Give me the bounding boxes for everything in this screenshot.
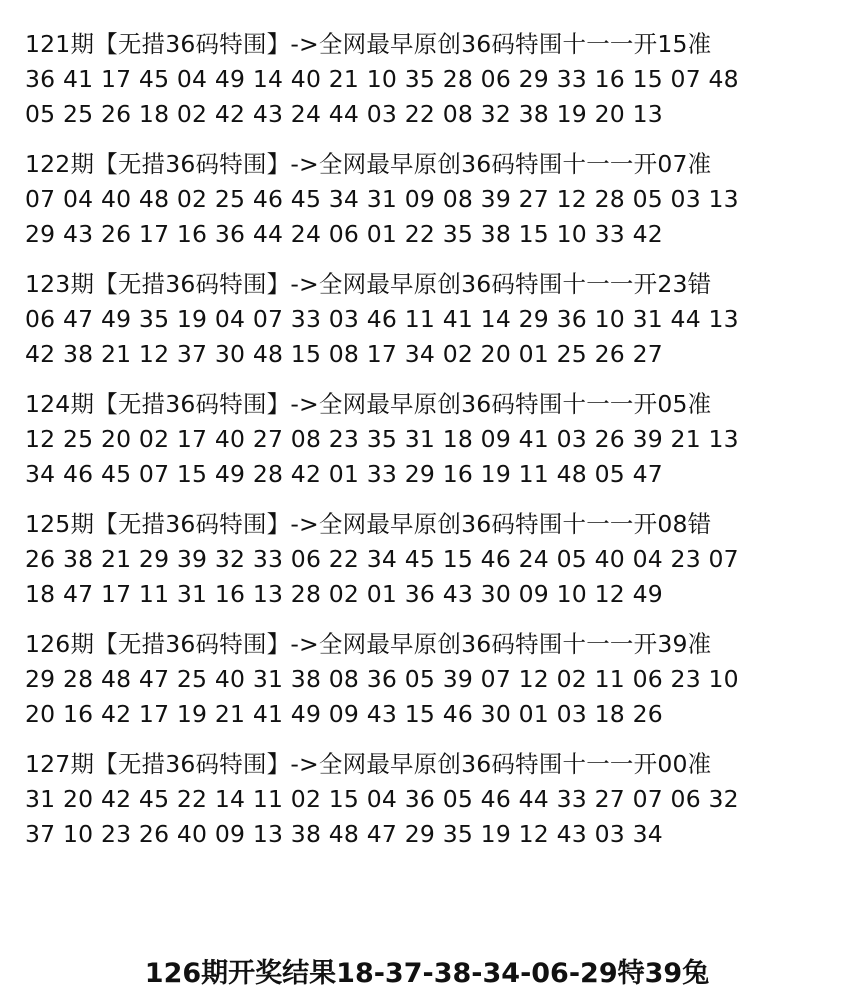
entry-header: 122期【无措36码特围】->全网最早原创36码特围十一一开07准 — [25, 150, 712, 178]
entry-header: 123期【无措36码特围】->全网最早原创36码特围十一一开23错 — [25, 270, 712, 298]
entry-numbers-row-2: 42 38 21 12 37 30 48 15 08 17 34 02 20 01 25 26 27 — [25, 340, 663, 368]
entry-numbers-row-1: 29 28 48 47 25 40 31 38 08 36 05 39 07 12 02 11 06 23 10 — [25, 665, 739, 693]
entry-126 — [25, 627, 825, 732]
entry-numbers-row-2: 05 25 26 18 02 42 43 24 44 03 22 08 32 38 19 20 13 — [25, 100, 663, 128]
entry-numbers-row-1: 36 41 17 45 04 49 14 40 21 10 35 28 06 29 33 16 15 07 48 — [25, 65, 739, 93]
entry-124 — [25, 387, 825, 492]
entry-numbers-row-2: 18 47 17 11 31 16 13 28 02 01 36 43 30 09 10 12 49 — [25, 580, 663, 608]
entry-header: 127期【无措36码特围】->全网最早原创36码特围十一一开00准 — [25, 750, 712, 778]
entry-header: 125期【无措36码特围】->全网最早原创36码特围十一一开08错 — [25, 510, 712, 538]
entry-header: 126期【无措36码特围】->全网最早原创36码特围十一一开39准 — [25, 630, 712, 658]
entry-122 — [25, 147, 825, 252]
entry-121 — [25, 27, 825, 132]
entry-numbers-row-1: 26 38 21 29 39 32 33 06 22 34 45 15 46 24 05 40 04 23 07 — [25, 545, 739, 573]
entry-numbers-row-1: 31 20 42 45 22 14 11 02 15 04 36 05 46 44 33 27 07 06 32 — [25, 785, 739, 813]
entry-header: 124期【无措36码特围】->全网最早原创36码特围十一一开05准 — [25, 390, 712, 418]
entry-123 — [25, 267, 825, 372]
entry-numbers-row-2: 29 43 26 17 16 36 44 24 06 01 22 35 38 15 10 33 42 — [25, 220, 663, 248]
prediction-list — [25, 27, 825, 867]
draw-result-footer: 126期开奖结果18-37-38-34-06-29特39兔 — [144, 958, 710, 989]
entry-numbers-row-2: 37 10 23 26 40 09 13 38 48 47 29 35 19 12 43 03 34 — [25, 820, 663, 848]
entry-127 — [25, 747, 825, 852]
entry-numbers-row-2: 20 16 42 17 19 21 41 49 09 43 15 46 30 01 03 18 26 — [25, 700, 663, 728]
entry-125 — [25, 507, 825, 612]
entry-numbers-row-2: 34 46 45 07 15 49 28 42 01 33 29 16 19 11 48 05 47 — [25, 460, 663, 488]
entry-numbers-row-1: 07 04 40 48 02 25 46 45 34 31 09 08 39 27 12 28 05 03 13 — [25, 185, 739, 213]
entry-numbers-row-1: 12 25 20 02 17 40 27 08 23 35 31 18 09 41 03 26 39 21 13 — [25, 425, 739, 453]
entry-numbers-row-1: 06 47 49 35 19 04 07 33 03 46 11 41 14 29 36 10 31 44 13 — [25, 305, 739, 333]
entry-header: 121期【无措36码特围】->全网最早原创36码特围十一一开15准 — [25, 30, 712, 58]
